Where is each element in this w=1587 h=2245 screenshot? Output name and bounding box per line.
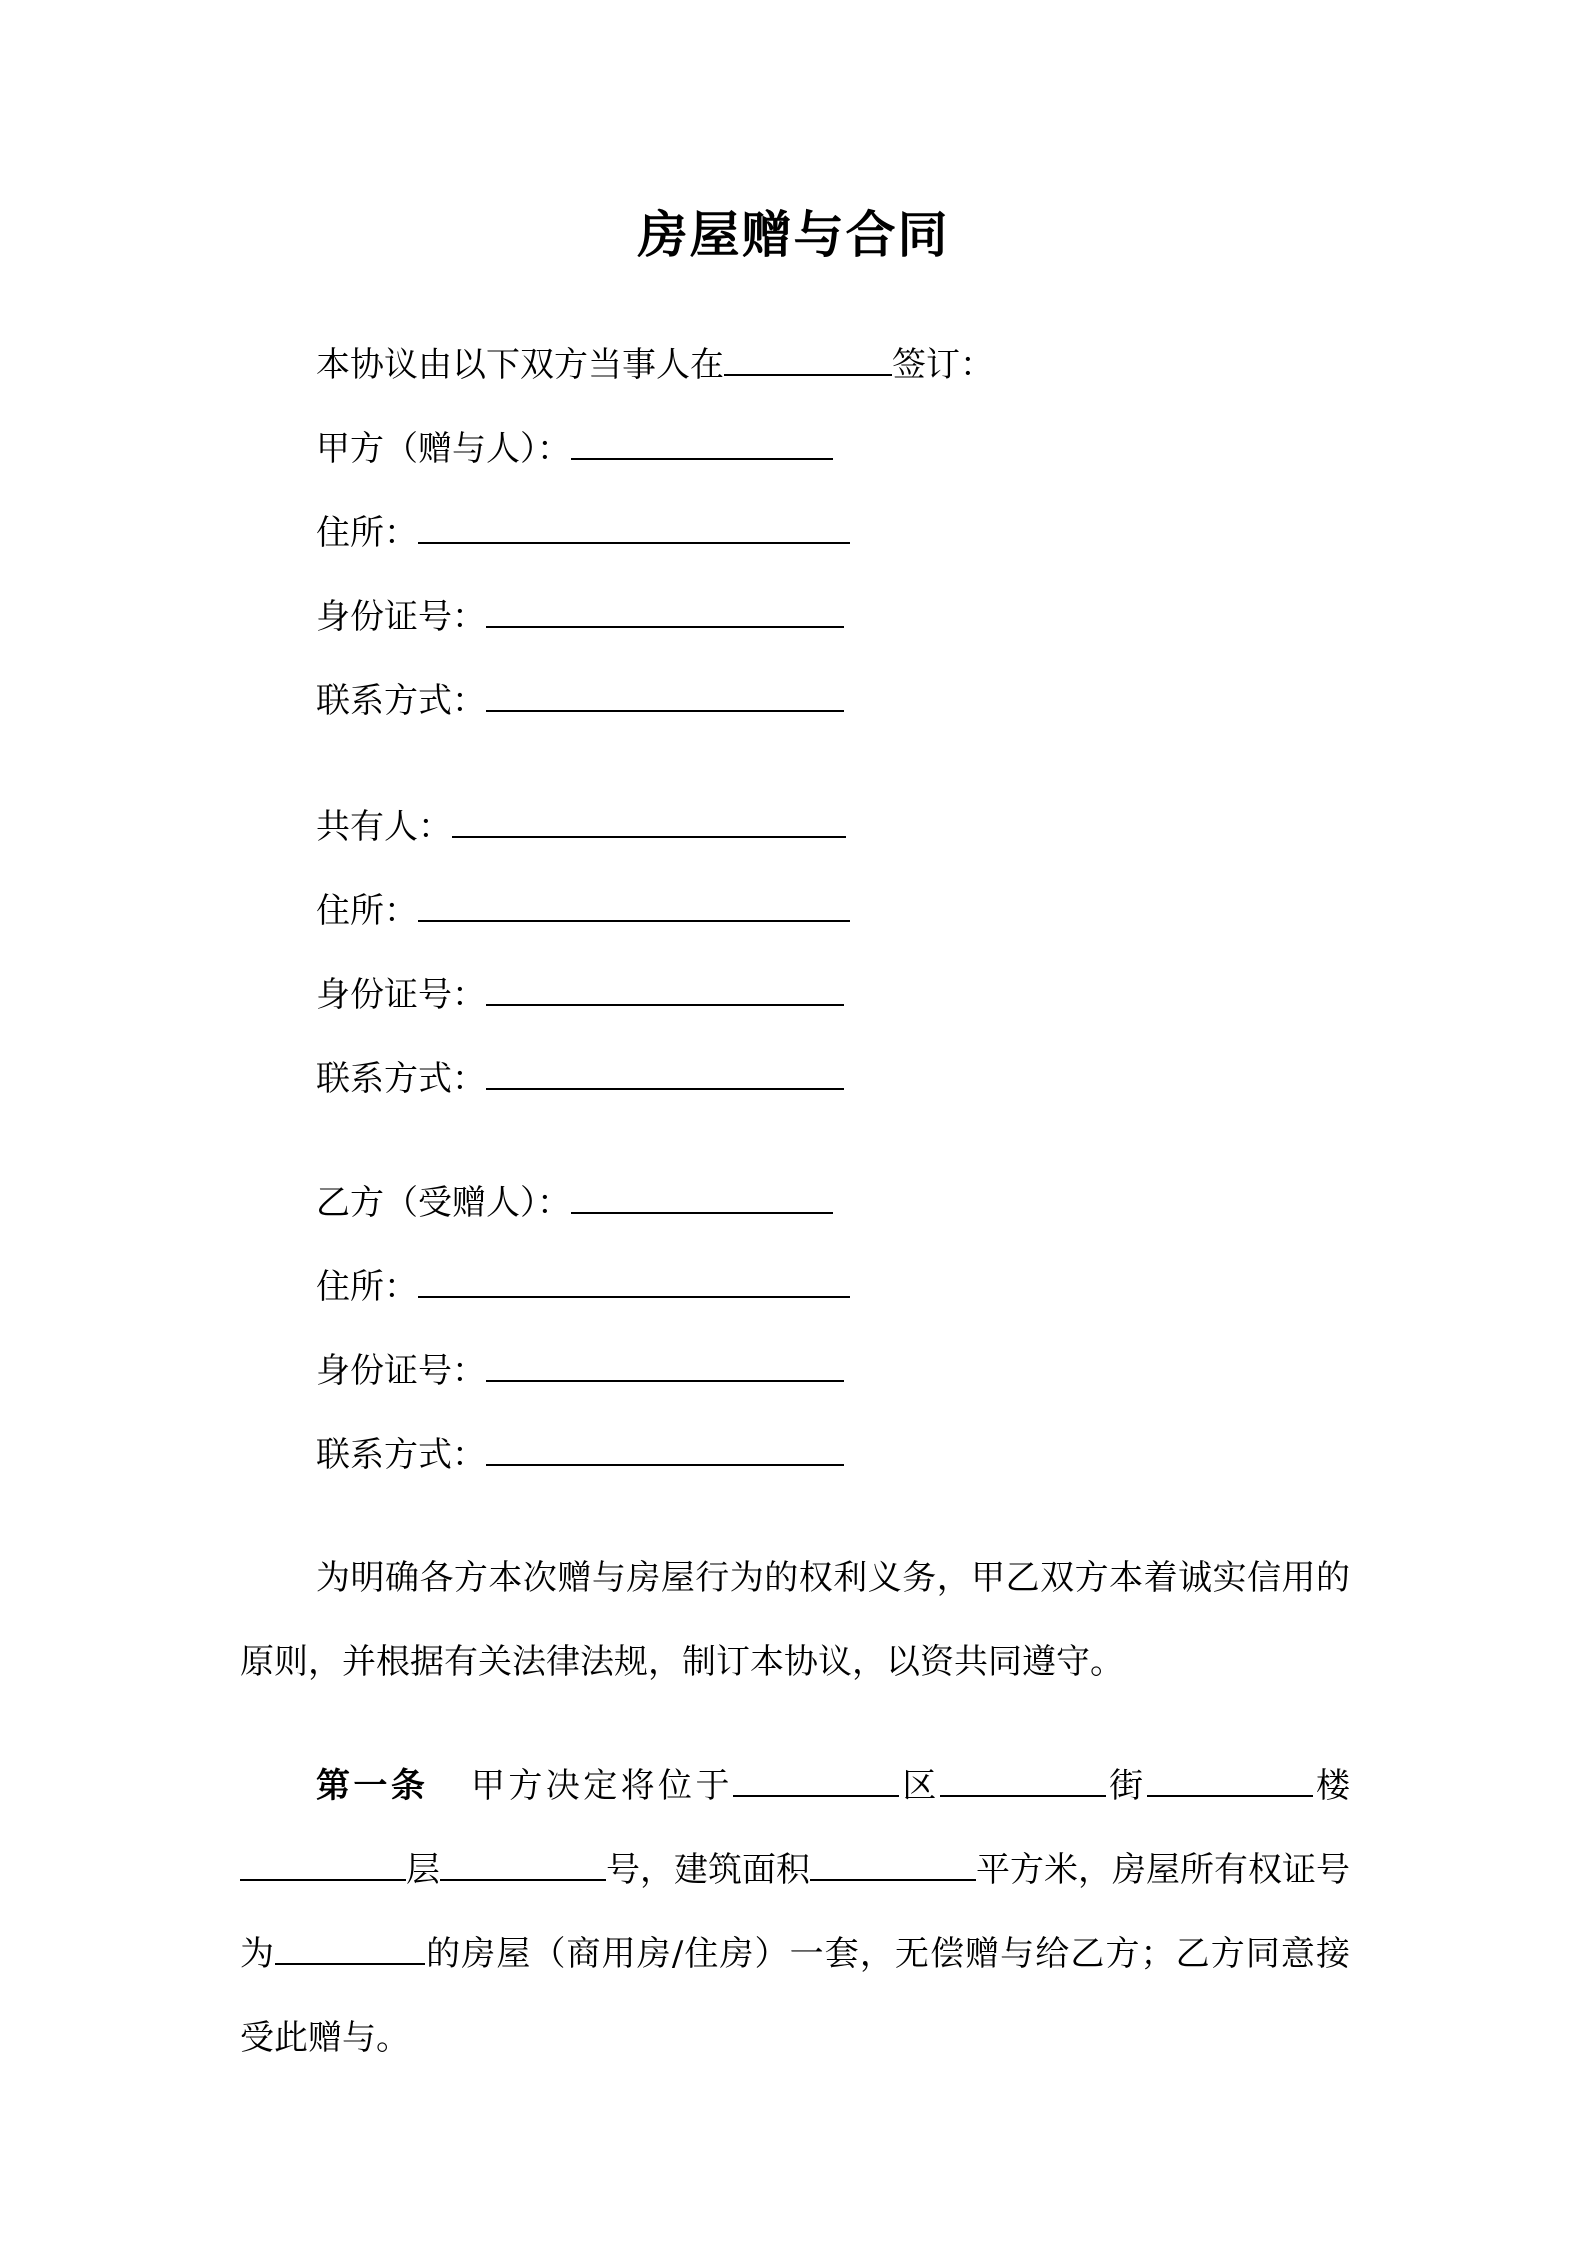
- article-1-text: 层: [406, 1850, 440, 1890]
- building-blank[interactable]: [1147, 1759, 1313, 1797]
- co-owner-label: 共有人：: [316, 807, 452, 847]
- co-owner-line: [316, 800, 846, 851]
- party-b-id-blank[interactable]: [486, 1344, 844, 1382]
- co-owner-blank[interactable]: [452, 800, 846, 838]
- intro-text-after: 签订：: [892, 345, 994, 385]
- article-1-text: 楼: [1312, 1766, 1351, 1806]
- intro-text-before: 本协议由以下双方当事人在: [316, 345, 724, 385]
- party-a-label: 甲方（赠与人）：: [316, 429, 571, 469]
- party-b-label: 乙方（受赠人）：: [316, 1183, 571, 1223]
- party-a-contact-blank[interactable]: [486, 674, 844, 712]
- article-1-text: 平方米，房屋所有权证号为: [240, 1850, 1350, 1974]
- article-1-text: 号，建筑面积: [606, 1850, 810, 1890]
- party-a-contact-label: 联系方式：: [316, 681, 486, 721]
- intro-line: [316, 338, 994, 389]
- document-title: 房屋赠与合同: [637, 206, 950, 264]
- party-b-id-label: 身份证号：: [316, 1351, 486, 1391]
- co-owner-id-line: [316, 968, 844, 1019]
- co-owner-id-label: 身份证号：: [316, 975, 486, 1015]
- co-owner-address-line: [316, 884, 850, 935]
- floor-area-blank[interactable]: [810, 1843, 976, 1881]
- certificate-number-blank[interactable]: [275, 1927, 425, 1965]
- article-1-text: 区: [898, 1766, 940, 1806]
- article-1-text: 街: [1105, 1766, 1147, 1806]
- party-b-address-line: [316, 1260, 850, 1311]
- party-b-address-blank[interactable]: [418, 1260, 850, 1298]
- party-b-id-line: [316, 1344, 844, 1395]
- unit-number-blank[interactable]: [440, 1843, 606, 1881]
- party-a-id-label: 身份证号：: [316, 597, 486, 637]
- party-a-blank[interactable]: [571, 422, 833, 460]
- party-a-address-blank[interactable]: [418, 506, 850, 544]
- party-a-contact-line: [316, 674, 844, 725]
- co-owner-contact-label: 联系方式：: [316, 1059, 486, 1099]
- article-1-text: 的房屋（商用房/住房）一套，无偿赠与给乙方；乙方同意接受此赠与。: [240, 1934, 1351, 2058]
- article-1-text: 甲方决定将位于: [470, 1766, 733, 1806]
- district-blank[interactable]: [733, 1759, 899, 1797]
- party-b-contact-label: 联系方式：: [316, 1435, 486, 1475]
- party-a-address-line: [316, 506, 850, 557]
- party-b-contact-blank[interactable]: [486, 1428, 844, 1466]
- party-a-line: [316, 422, 833, 473]
- preamble-paragraph: 为明确各方本次赠与房屋行为的权利义务，甲乙双方本着诚实信用的原则，并根据有关法律法规，制订本协议，以资共同遵守。: [240, 1558, 1350, 1682]
- party-b-blank[interactable]: [571, 1176, 833, 1214]
- party-b-contact-line: [316, 1428, 844, 1479]
- article-1-heading: 第一条: [316, 1766, 429, 1806]
- signing-place-blank[interactable]: [724, 338, 892, 376]
- co-owner-address-label: 住所：: [316, 891, 418, 931]
- co-owner-id-blank[interactable]: [486, 968, 844, 1006]
- party-a-address-label: 住所：: [316, 513, 418, 553]
- floor-blank[interactable]: [240, 1843, 406, 1881]
- party-a-id-blank[interactable]: [486, 590, 844, 628]
- party-b-line: [316, 1176, 833, 1227]
- article-1-paragraph: [240, 1744, 1350, 2080]
- party-a-id-line: [316, 590, 844, 641]
- party-b-address-label: 住所：: [316, 1267, 418, 1307]
- co-owner-contact-blank[interactable]: [486, 1052, 844, 1090]
- street-blank[interactable]: [940, 1759, 1106, 1797]
- co-owner-contact-line: [316, 1052, 844, 1103]
- co-owner-address-blank[interactable]: [418, 884, 850, 922]
